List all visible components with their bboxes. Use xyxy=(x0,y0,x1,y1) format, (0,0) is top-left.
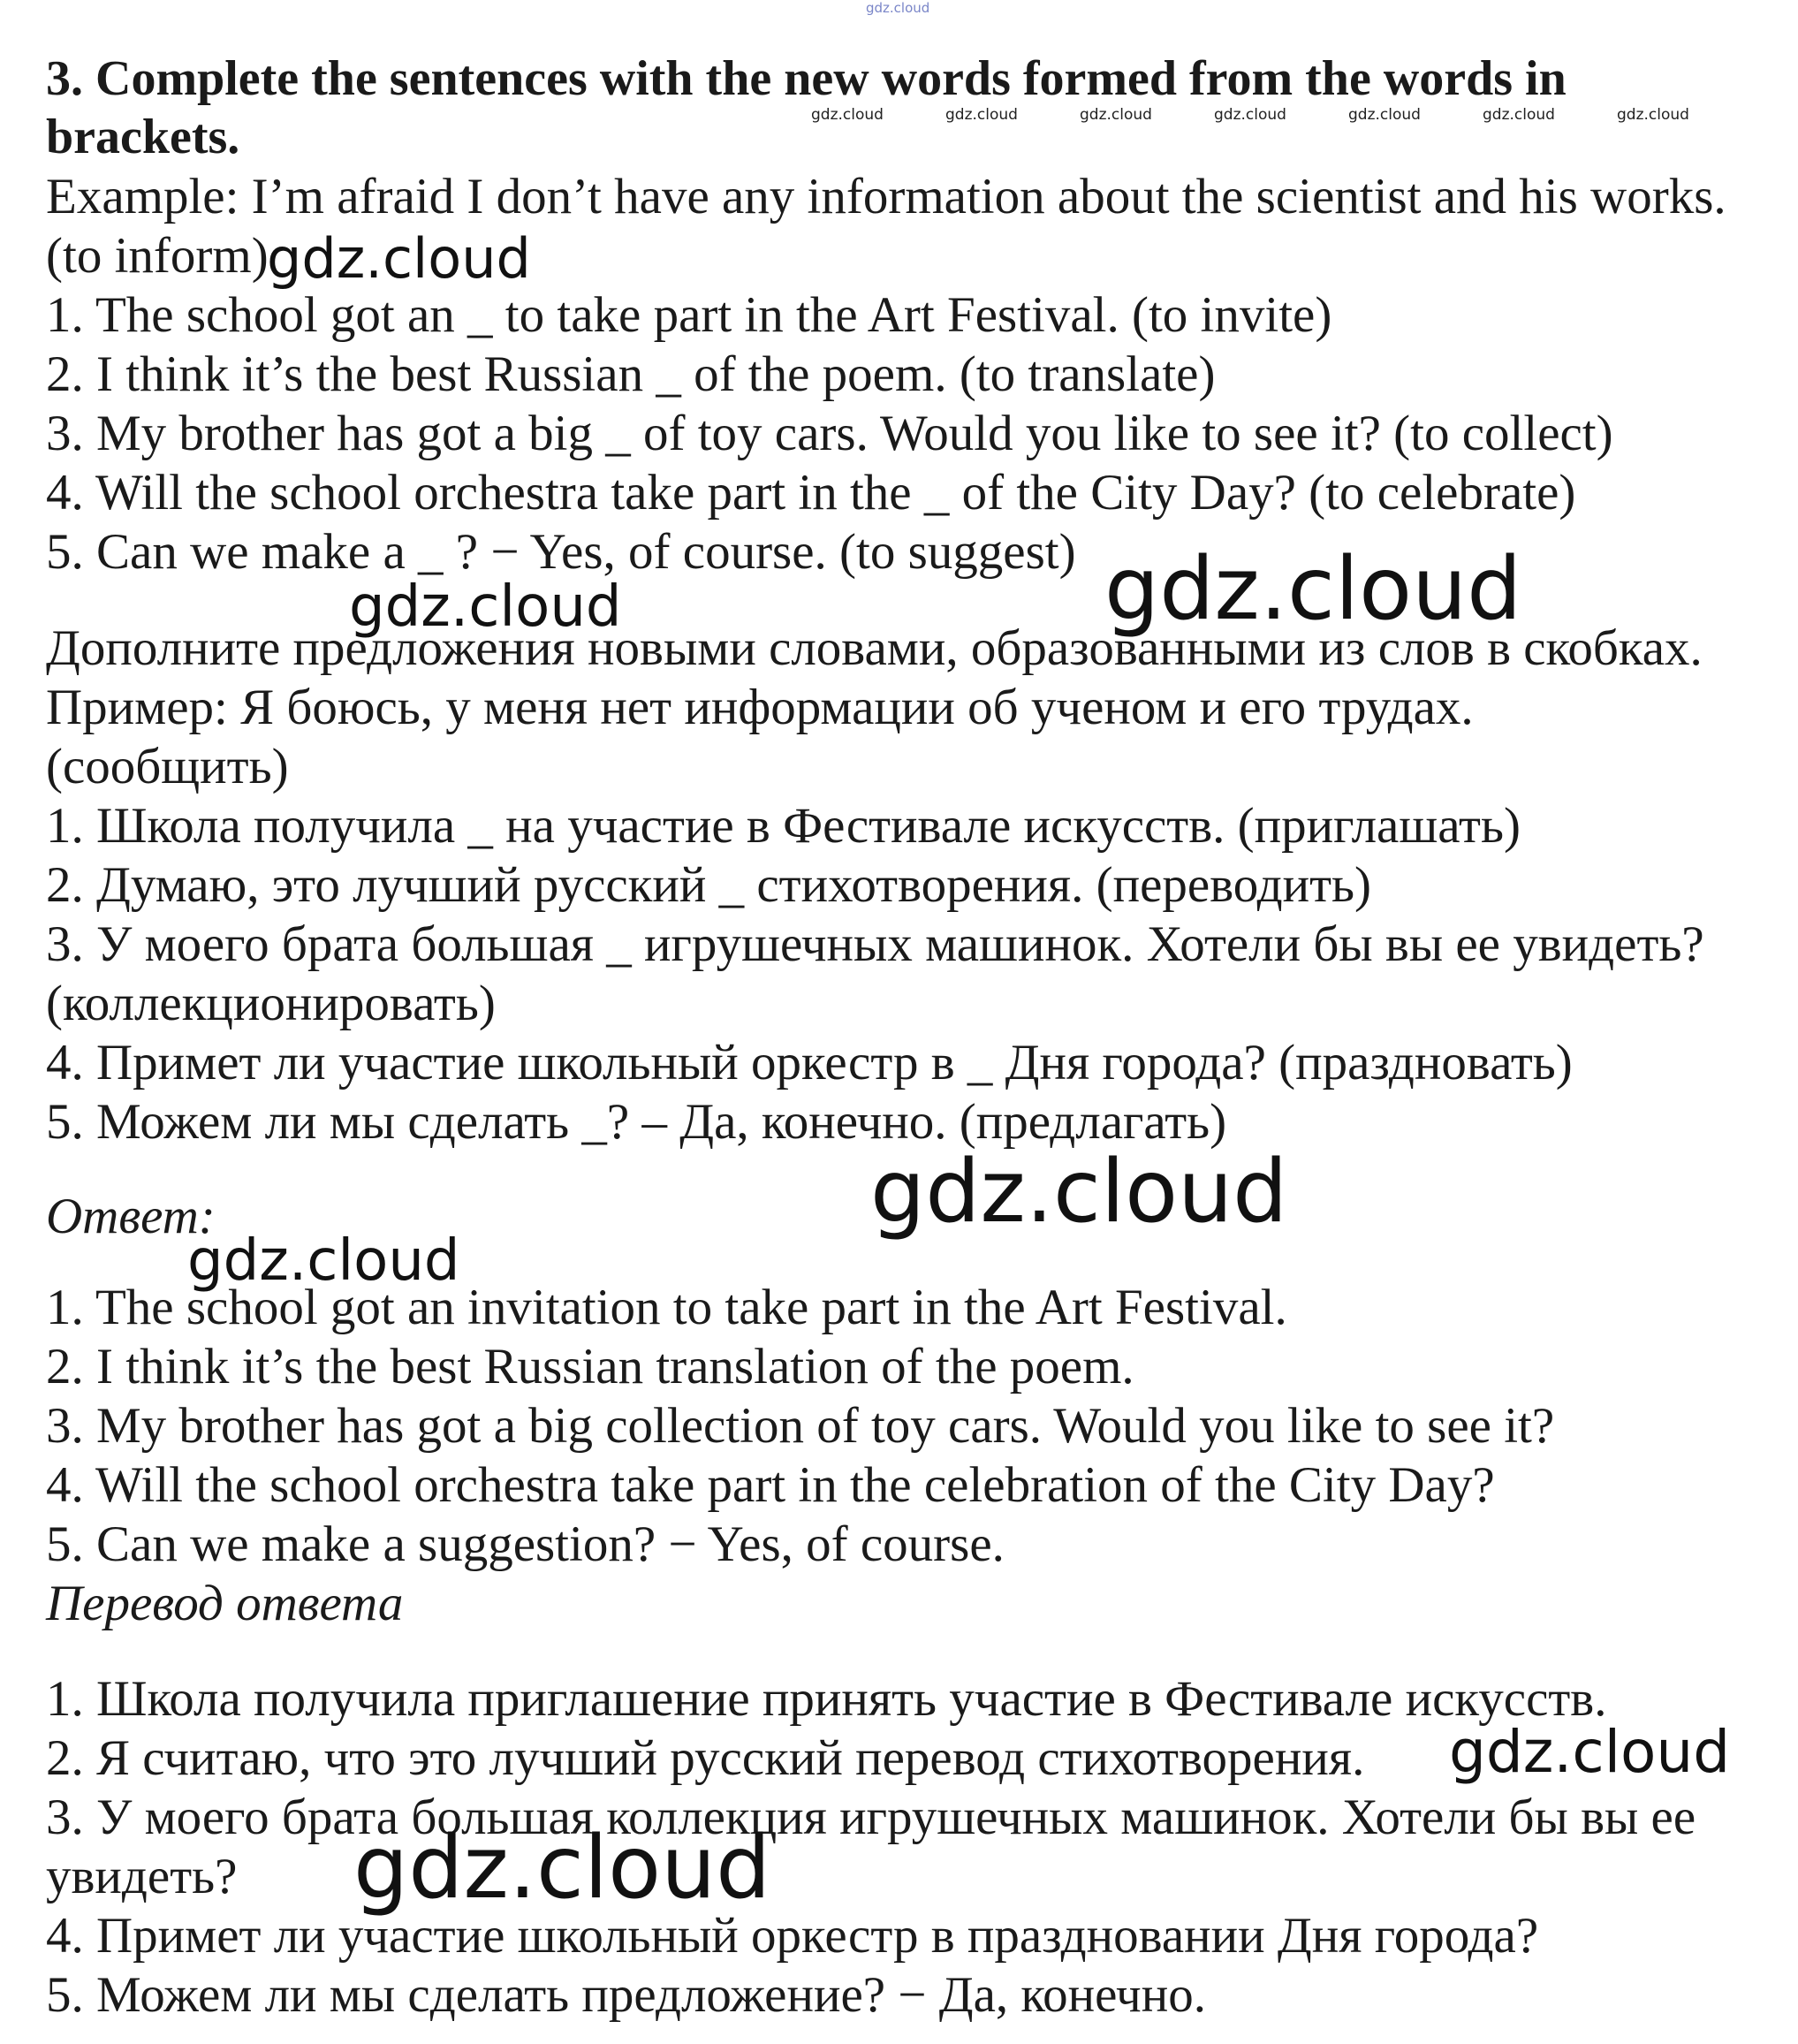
task-ru-item-3-continued: (коллекционировать) xyxy=(46,976,496,1031)
watermark: gdz.cloud xyxy=(1348,106,1421,124)
task-ru-item-4: 4. Примет ли участие школьный оркестр в _ Дня города? (праздновать) xyxy=(46,1035,1573,1090)
task-ru-item-2: 2. Думаю, это лучший русский _ стихотворения. (переводить) xyxy=(46,857,1371,913)
answer-item-5: 5. Can we make a suggestion? − Yes, of course. xyxy=(46,1516,1005,1572)
task-ru-example-line-2: (сообщить) xyxy=(46,739,289,794)
watermark: gdz.cloud xyxy=(267,226,531,291)
task-ru-item-3: 3. У моего брата большая _ игрушечных машинок. Хотели бы вы ее увидеть? xyxy=(46,916,1704,972)
task-heading-line-1: 3. Complete the sentences with the new words formed from the words in xyxy=(46,51,1567,106)
watermark: gdz.cloud xyxy=(945,106,1018,124)
answer-item-4: 4. Will the school orchestra take part in the celebration of the City Day? xyxy=(46,1457,1495,1513)
translation-item-1: 1. Школа получила приглашение принять участие в Фестивале искусств. xyxy=(46,1671,1607,1727)
watermark: gdz.cloud xyxy=(1080,106,1152,124)
watermark: gdz.cloud xyxy=(811,106,884,124)
translation-item-2: 2. Я считаю, что это лучший русский перевод стихотворения. xyxy=(46,1730,1365,1786)
task-heading-line-2: brackets. xyxy=(46,110,240,164)
answer-item-1: 1. The school got an invitation to take part in the Art Festival. xyxy=(46,1280,1287,1335)
watermark: gdz.cloud xyxy=(866,0,930,16)
task-ru-item-1: 1. Школа получила _ на участие в Фестивале искусств. (приглашать) xyxy=(46,798,1521,854)
translation-label: Перевод ответа xyxy=(46,1576,404,1631)
watermark: gdz.cloud xyxy=(187,1228,460,1294)
watermark: gdz.cloud xyxy=(1104,539,1522,640)
watermark: gdz.cloud xyxy=(870,1142,1288,1242)
task-item-1: 1. The school got an _ to take part in the Art Festival. (to invite) xyxy=(46,287,1332,343)
task-example-line-1: Example: I’m afraid I don’t have any information about the scientist and his works. xyxy=(46,169,1726,224)
task-item-5: 5. Can we make a _ ? − Yes, of course. (to suggest) xyxy=(46,524,1076,580)
translation-item-3: 3. У моего брата большая коллекция игрушечных машинок. Хотели бы вы ее xyxy=(46,1789,1696,1845)
answer-item-2: 2. I think it’s the best Russian translation of the poem. xyxy=(46,1339,1134,1394)
watermark: gdz.cloud xyxy=(1483,106,1555,124)
watermark: gdz.cloud xyxy=(1617,106,1689,124)
watermark: gdz.cloud xyxy=(1214,106,1286,124)
watermark: gdz.cloud xyxy=(1449,1718,1731,1786)
watermark: gdz.cloud xyxy=(353,1818,771,1919)
task-item-4: 4. Will the school orchestra take part in the _ of the City Day? (to celebrate) xyxy=(46,465,1576,520)
translation-item-5: 5. Можем ли мы сделать предложение? − Да, конечно. xyxy=(46,1967,1206,2023)
answer-label: Ответ: xyxy=(46,1189,216,1244)
task-item-2: 2. I think it’s the best Russian _ of the poem. (to translate) xyxy=(46,346,1216,402)
task-ru-item-5: 5. Можем ли мы сделать _? – Да, конечно. (предлагать) xyxy=(46,1094,1227,1150)
translation-item-3-continued: увидеть? xyxy=(46,1849,238,1904)
answer-item-3: 3. My brother has got a big collection of toy cars. Would you like to see it? xyxy=(46,1398,1555,1454)
translation-item-4: 4. Примет ли участие школьный оркестр в праздновании Дня города? xyxy=(46,1908,1539,1964)
task-example-line-2: (to inform) xyxy=(46,228,269,284)
watermark: gdz.cloud xyxy=(349,574,622,640)
task-ru-heading: Дополните предложения новыми словами, образованными из слов в скобках. xyxy=(46,620,1703,676)
task-ru-example-line-1: Пример: Я боюсь, у меня нет информации об ученом и его трудах. xyxy=(46,680,1474,735)
task-item-3: 3. My brother has got a big _ of toy cars. Would you like to see it? (to collect) xyxy=(46,406,1613,461)
